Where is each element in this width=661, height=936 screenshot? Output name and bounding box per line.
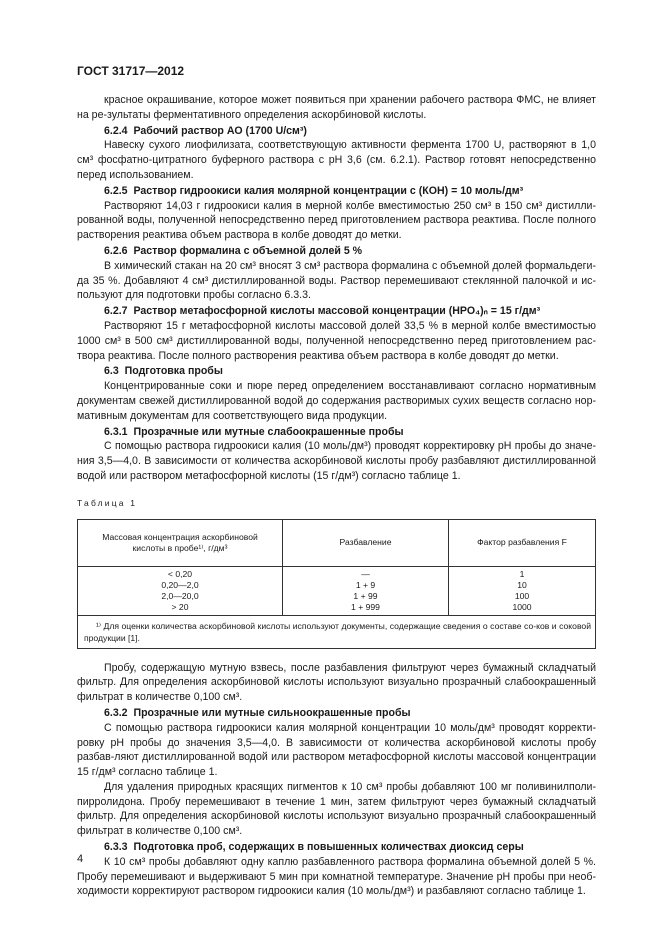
paragraph: Растворяют 14,03 г гидроокиси калия в мерной колбе вместимостью 250 см³ в 150 см³ дистилли-рованной воды, полученной непосредственно перед приготовлением раствора реактива. После полного растворения реактива объем раствора в колбе доводят до метки. [77, 199, 596, 242]
table-cell: 1 [519, 568, 525, 579]
table-cell: 1 + 999 [351, 601, 380, 612]
section-title: Подготовка проб, содержащих в повышенных количествах диоксид серы [133, 841, 524, 854]
table-cell: 100 [514, 590, 530, 601]
dilution-table [77, 519, 596, 649]
paragraph: С помощью раствора гидроокиси калия (10 моль/дм³) проводят корректировку рН пробы до значе-ния 3,5—4,0. В зависимости от количества аскорбиновой кислоты пробу разбавляют дистиллированной водой или раствором метафосфорной кислоты (15 г/дм³) согласно таблице 1. [77, 440, 596, 482]
section-heading-6-2-7 [77, 304, 596, 319]
section-heading-6-3 [77, 364, 596, 379]
section-title: Прозрачные или мутные слабоокрашенные пробы [133, 425, 404, 438]
section-heading-6-2-6 [77, 244, 596, 259]
table-cell: — [361, 568, 370, 579]
table-data-row [78, 566, 596, 615]
section-title: Рабочий раствор АО (1700 U/см³) [133, 124, 307, 137]
paragraph: Для удаления природных красящих пигментов к 10 см³ пробы добавляют 100 мг поливинилполи-пирролидона. Пробу перемешивают в течение 1 мин, затем фильтруют через бумажный складчатый фильтр. Для определения аскорбиновой кислоты используют визуально прозрачный слабоокрашенный фильтрат в количестве 0,100 см³. [77, 780, 596, 838]
paragraph: В химический стакан на 20 см³ вносят 3 см³ раствора формалина с объемной долей формальдеги-да 35 %. Добавляют 4 см³ дистиллированной воды. Раствор перемешивают стеклянной палочкой и ис-пользуют для подготовки пробы согласно 6.3.3. [77, 259, 596, 302]
section-title: Раствор метафосфорной кислоты массовой концентрации (НРО₄)ₙ = 15 г/дм³ [133, 305, 541, 318]
paragraph: Концентрированные соки и пюре перед определением восстанавливают согласно нормативным документам свежей дистиллированной водой до содержания растворимых сухих веществ согласно нор-мативным документам для соответствующего вида продукции. [77, 380, 596, 422]
table-cell: 10 [517, 579, 527, 590]
table-caption: Таблица 1 [77, 497, 138, 508]
section-heading-6-2-4 [77, 124, 596, 139]
section-title: Раствор формалина с объемной долей 5 % [133, 244, 363, 257]
table-footnote-row [78, 615, 596, 648]
section-heading-6-2-5 [77, 184, 596, 199]
paragraph: Пробу, содержащую мутную взвесь, после разбавления фильтруют через бумажный складчатый фильтр. Для определения аскорбиновой кислоты используют визуально прозрачный слабоокрашенный фильтрат в количестве 0,100 см³. [77, 661, 596, 704]
table-cell: 1 + 9 [355, 579, 376, 590]
paragraph: Растворяют 15 г метафосфорной кислоты массовой долей 33,5 % в мерной колбе вместимостью 1000 см³ в 500 см³ дистиллированной воды, полученной непосредственно перед приготовлением рас-твора реактива. После полного растворения реактива объем раствора в колбе доводят до метки. [77, 319, 596, 362]
table-cell: 0,20—2,0 [161, 579, 199, 590]
page-number: 4 [77, 853, 84, 865]
section-heading-6-3-2 [77, 706, 596, 721]
table-cell: < 0,20 [167, 568, 193, 579]
paragraph: С помощью раствора гидроокиси калия молярной концентрации 10 моль/дм³ проводят корректи-ровку рН пробы до значения 3,5—4,0. В зависимости от количества аскорбиновой кислоты пробу разбав-ляют дистиллированной водой или раствором метафосфорной кислоты массовой концентрации 15 г/дм³ согласно таблице 1. [77, 721, 596, 779]
table-header-row [78, 519, 596, 566]
dilution-column-values [283, 566, 449, 615]
column-header-dilution: Разбавление [283, 519, 449, 566]
paragraph: К 10 см³ пробы добавляют одну каплю разбавленного раствора формалина объемной долей 5 %. Пробу перемешивают и выдерживают 5 мин при комнатной температуре. Значение рН пробы при необ-ходимости корректируют раствором гидроокиси калия (10 моль/дм³) и разбавляют согласно таблице 1. [77, 855, 596, 898]
section-number: 6.3.2 [104, 706, 128, 719]
table-cell: 1000 [512, 601, 532, 612]
factor-column-values [449, 566, 596, 615]
content-after-table [77, 661, 596, 900]
section-number: 6.2.5 [104, 184, 128, 197]
concentration-column-values [78, 566, 283, 615]
standard-header: ГОСТ 31717—2012 [77, 64, 185, 78]
section-number: 6.3 [104, 365, 119, 378]
section-heading-6-3-1 [77, 425, 596, 440]
section-number: 6.2.4 [104, 124, 128, 137]
section-title: Раствор гидроокиси калия молярной концентрации с (КОН) = 10 моль/дм³ [133, 184, 524, 197]
table-footnote: ¹⁾ Для оценки количества аскорбиновой кислоты используют документы, содержащие сведения о составе со-ков и соковой продукции [1]. [84, 620, 591, 643]
table-cell: > 20 [171, 601, 189, 612]
table-cell: 2,0—20,0 [161, 590, 199, 601]
table-cell: 1 + 99 [353, 590, 378, 601]
section-number: 6.2.6 [104, 244, 128, 257]
paragraph: красное окрашивание, которое может появиться при хранении рабочего раствора ФМС, не влияет на ре-зультаты ферментативного определения аскорбиновой кислоты. [77, 94, 596, 121]
section-number: 6.3.3 [104, 841, 128, 854]
section-number: 6.3.1 [104, 425, 128, 438]
section-title: Подготовка пробы [124, 365, 223, 378]
column-header-concentration: Массовая концентрация аскорбиновой кислоты в пробе¹⁾, г/дм³ [78, 519, 283, 566]
section-title: Прозрачные или мутные сильноокрашенные пробы [133, 706, 411, 719]
page-content [77, 93, 596, 899]
paragraph: Навеску сухого лиофилизата, соответствующую активности фермента 1700 U, растворяют в 1,0 см³ фосфатно-цитратного буферного раствора с рН 3,6 (см. 6.2.1). Раствор готовят непосредственно перед использованием. [77, 139, 596, 181]
column-header-factor: Фактор разбавления F [449, 519, 596, 566]
section-heading-6-3-3 [77, 840, 596, 855]
section-number: 6.2.7 [104, 305, 128, 318]
